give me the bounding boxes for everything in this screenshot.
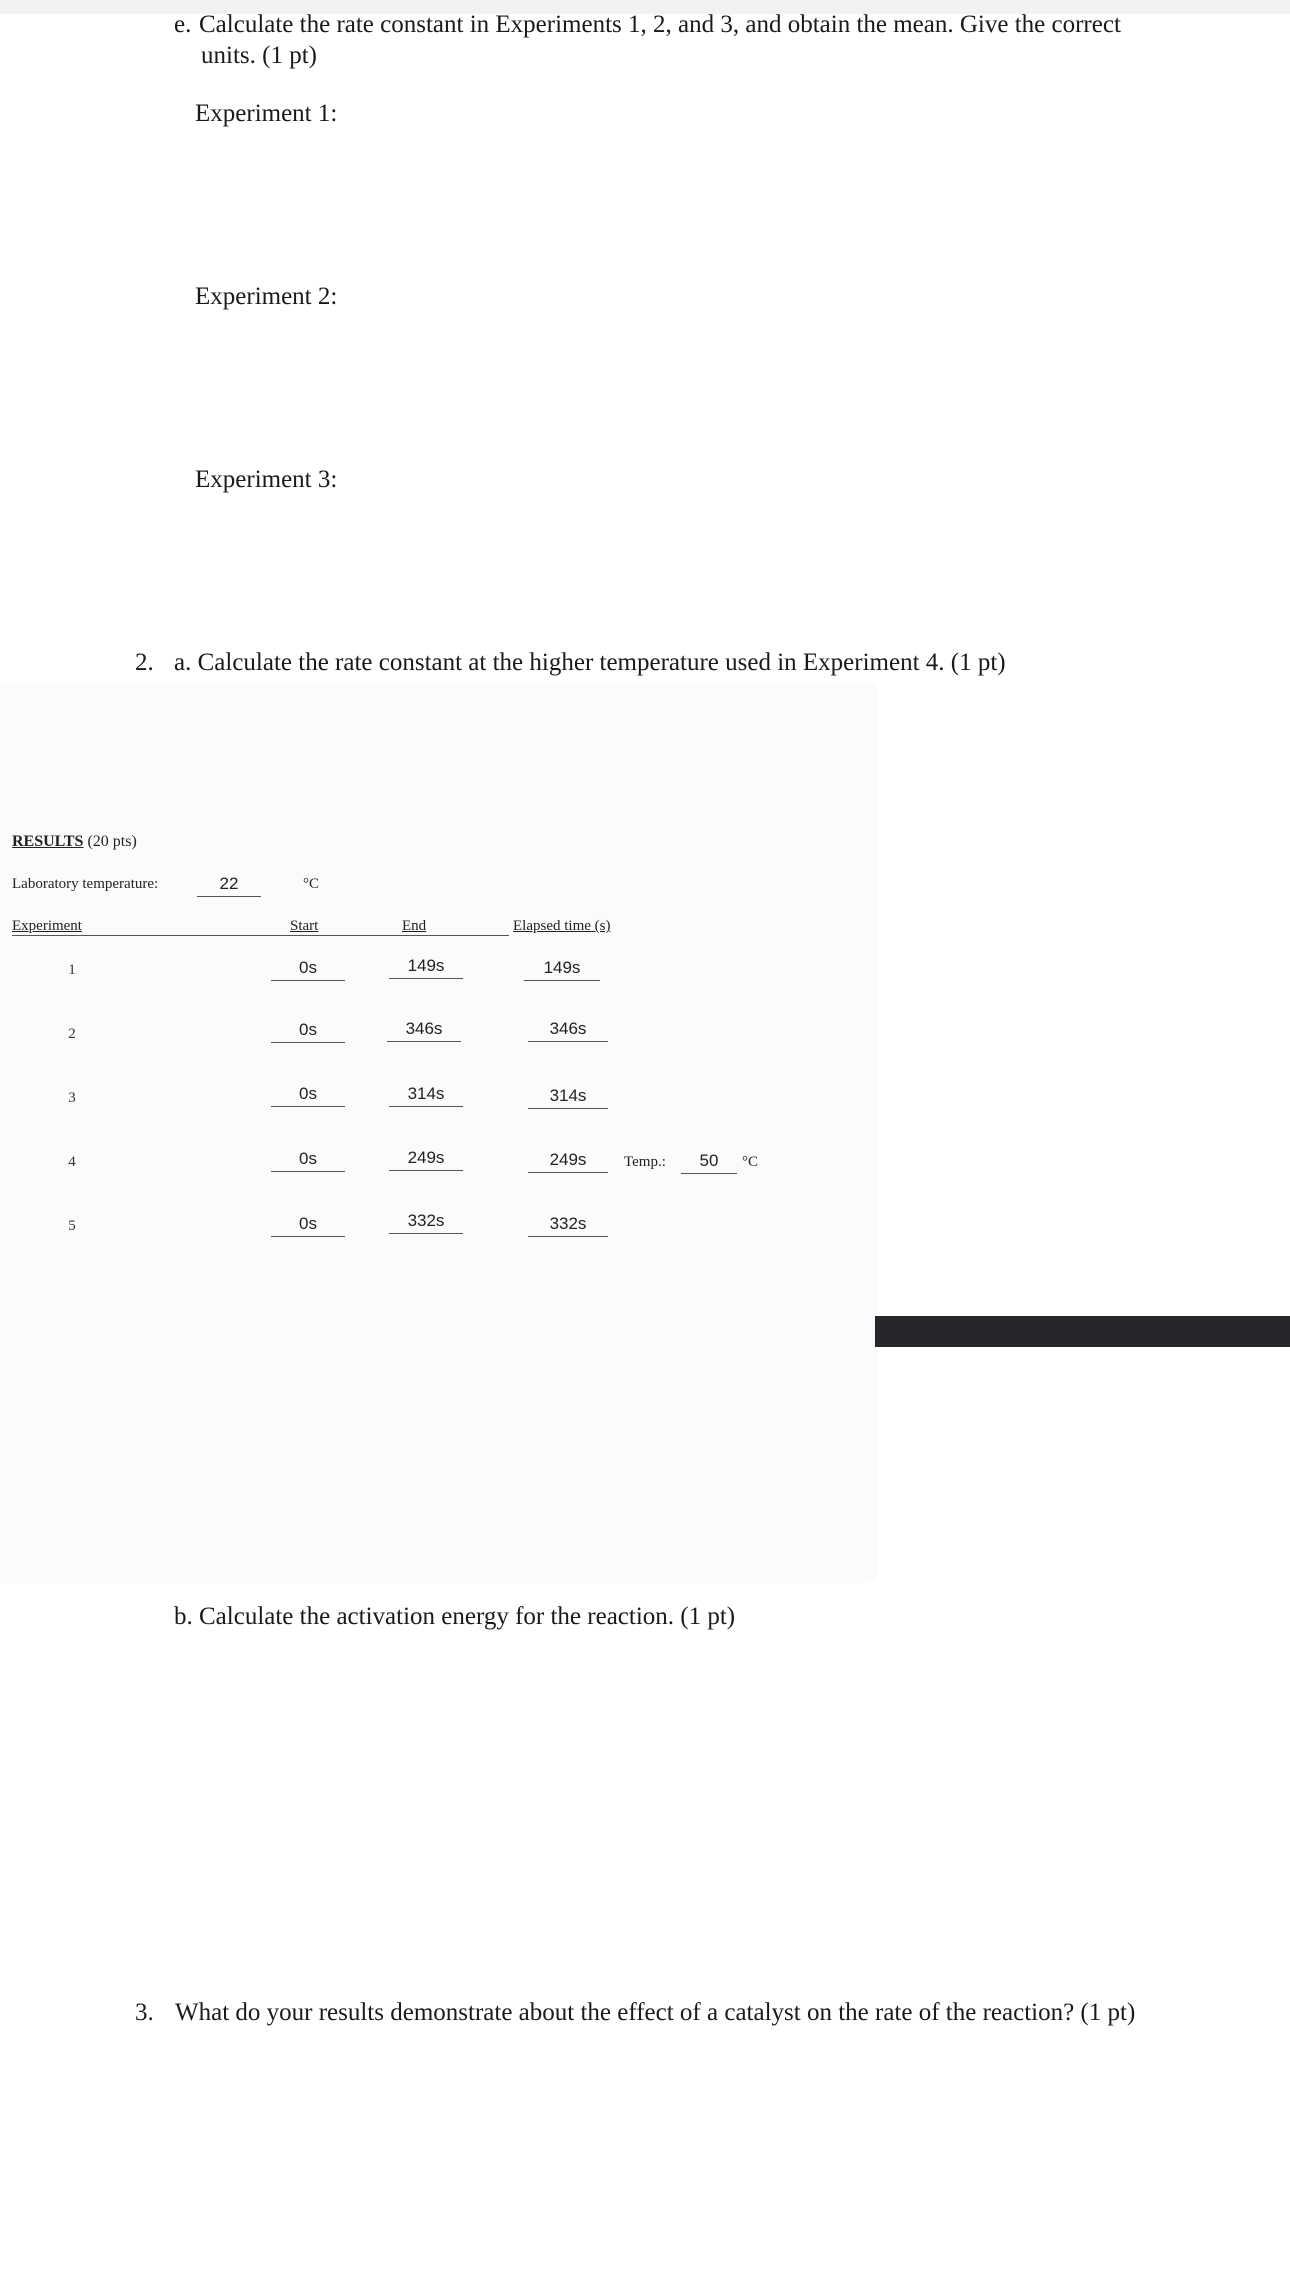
row-3-elapsed: 314s [528,1086,608,1109]
results-heading: RESULTS [12,833,84,850]
question-3-number: 3. [135,1999,154,2026]
row-1-start: 0s [271,958,345,981]
row-5-start: 0s [271,1214,345,1237]
row-4-elapsed: 249s [528,1150,608,1173]
table-row-number: 5 [68,1218,76,1234]
dark-redaction-bar [875,1316,1290,1347]
table-row-number: 2 [68,1026,76,1042]
question-2a-text: a. Calculate the rate constant at the higher temperature used in Experiment 4. (1 pt) [174,649,1006,676]
row-5-end: 332s [389,1211,463,1234]
temp-4-label: Temp.: [624,1154,666,1170]
results-points: (20 pts) [87,833,137,850]
row-3-end: 314s [389,1084,463,1107]
experiment-3-label: Experiment 3: [195,466,338,493]
part-e-prefix: e. [174,11,192,38]
table-row-number: 1 [68,962,76,978]
question-2-number: 2. [135,649,154,676]
lab-temp-label: Laboratory temperature: [12,876,159,892]
column-header-end: End [402,918,427,934]
results-panel [0,683,877,1583]
part-e-line1: Calculate the rate constant in Experiments 1, 2, and 3, and obtain the mean. Give the correct [199,11,1121,38]
header-underline [12,935,509,936]
temp-4-unit: °C [742,1154,759,1170]
temp-4-value: 50 [681,1151,737,1174]
row-2-end: 346s [387,1019,461,1042]
experiment-1-label: Experiment 1: [195,100,338,127]
row-1-elapsed: 149s [524,958,600,981]
row-4-start: 0s [271,1149,345,1172]
column-header-elapsed: Elapsed time (s) [513,918,611,934]
column-header-experiment: Experiment [12,918,82,934]
lab-temp-value: 22 [197,874,261,897]
table-row-number: 4 [68,1154,76,1170]
row-5-elapsed: 332s [528,1214,608,1237]
results-heading-group [12,833,137,851]
question-2b-text: b. Calculate the activation energy for the reaction. (1 pt) [174,1603,736,1630]
row-2-elapsed: 346s [528,1019,608,1042]
row-4-end: 249s [389,1148,463,1171]
column-header-start: Start [290,918,319,934]
row-3-start: 0s [271,1084,345,1107]
question-3-text: What do your results demonstrate about the effect of a catalyst on the rate of the reaction? (1 pt) [175,1999,1136,2026]
row-2-start: 0s [271,1020,345,1043]
table-row-number: 3 [68,1090,76,1106]
row-1-end: 149s [389,956,463,979]
part-e-line2: units. (1 pt) [201,42,317,69]
experiment-2-label: Experiment 2: [195,283,338,310]
lab-temp-unit: °C [303,876,320,892]
